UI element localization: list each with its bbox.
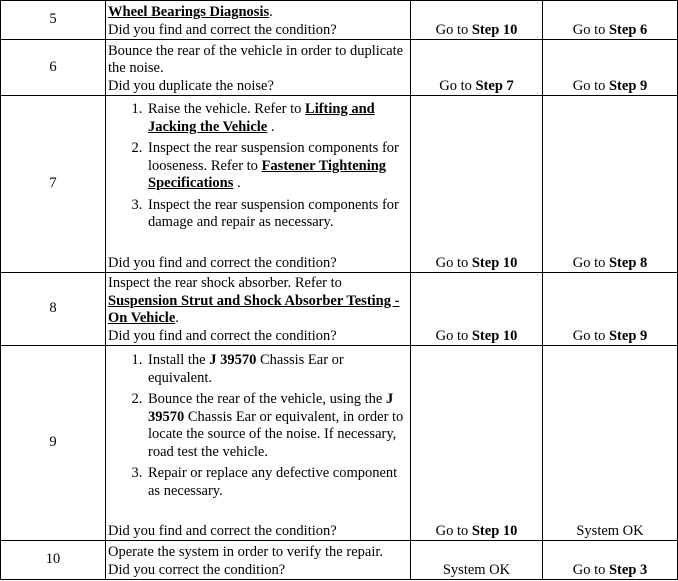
action-cell (106, 346, 411, 541)
action-cell (106, 541, 411, 580)
list-item: 3. Inspect the rear suspension components for damage and repair as necessary. (146, 197, 409, 232)
yes-result: Go to Step 10 (411, 273, 543, 346)
action-text: Operate the system in order to verify the repair. (108, 544, 383, 560)
yes-result: Go to Step 7 (411, 40, 543, 96)
step-link[interactable]: Step 6 (608, 21, 648, 38)
no-result: Go to Step 9 (543, 273, 678, 346)
table-row-step-10 (1, 541, 678, 580)
list-item: 1. Raise the vehicle. Refer to Lifting and Jacking the Vehicle . (146, 101, 409, 136)
table-row-step-7 (1, 96, 678, 273)
action-cell (106, 96, 411, 273)
no-result: Go to Step 6 (543, 1, 678, 40)
no-result: System OK (543, 346, 678, 541)
question-text: Did you correct the condition? (108, 561, 286, 578)
fastener-specs-link[interactable]: Fastener Tightening Specifications (148, 157, 387, 191)
list-item: 2. Bounce the rear of the vehicle, using the J 39570 Chassis Ear or equivalent, in order to locate the source of the noise. If necessary, road test the vehicle. (146, 391, 409, 461)
action-list (108, 352, 409, 500)
step-number: 8 (1, 273, 106, 346)
step-link[interactable]: Step 9 (608, 77, 648, 94)
tool-number: J 39570 (148, 391, 394, 425)
question-text: Did you duplicate the noise? (108, 77, 274, 94)
step-number: 7 (1, 96, 106, 273)
list-item: 1. Install the J 39570 Chassis Ear or equivalent. (146, 352, 409, 387)
table-row-step-9 (1, 346, 678, 541)
table-row-step-8 (1, 273, 678, 346)
action-cell (106, 40, 411, 96)
list-item: 3. Repair or replace any defective component as necessary. (146, 465, 409, 500)
no-result: Go to Step 9 (543, 40, 678, 96)
step-link[interactable]: Step 10 (471, 522, 518, 539)
yes-result: System OK (411, 541, 543, 580)
step-link[interactable]: Step 9 (608, 327, 648, 344)
table-row-step-6 (1, 40, 678, 96)
step-number: 5 (1, 1, 106, 40)
step-link[interactable]: Step 8 (608, 254, 648, 271)
no-result: Go to Step 8 (543, 96, 678, 273)
step-link[interactable]: Step 3 (608, 561, 648, 578)
action-cell: Wheel Bearings Diagnosis. Did you find and correct the condition? (106, 1, 411, 40)
step-link[interactable]: Step 7 (475, 77, 514, 94)
step-link[interactable]: Step 10 (471, 327, 518, 344)
action-text: Bounce the rear of the vehicle in order to duplicate the noise. (108, 42, 404, 76)
yes-result: Go to Step 10 (411, 96, 543, 273)
question-text: Did you find and correct the condition? (108, 254, 337, 271)
no-result: Go to Step 3 (543, 541, 678, 580)
action-cell: Inspect the rear shock absorber. Refer to Suspension Strut and Shock Absorber Testing - On Vehicle. Did you find and correct the condition? (106, 273, 411, 346)
yes-result: Go to Step 10 (411, 346, 543, 541)
step-link[interactable]: Step 10 (471, 21, 518, 38)
tool-number: J 39570 (209, 352, 257, 368)
lifting-jacking-link[interactable]: Lifting and Jacking the Vehicle (148, 101, 375, 135)
strut-testing-link[interactable]: Suspension Strut and Shock Absorber Testing - On Vehicle (108, 292, 400, 326)
yes-result: Go to Step 10 (411, 1, 543, 40)
question-text: Did you find and correct the condition? (108, 522, 337, 539)
action-text: Inspect the rear shock absorber. Refer to (108, 275, 342, 291)
list-item: 2. Inspect the rear suspension components for looseness. Refer to Fastener Tightening Specifications . (146, 140, 409, 193)
question-text: Did you find and correct the condition? (108, 21, 337, 38)
step-number: 10 (1, 541, 106, 580)
table-row-step-5 (1, 1, 678, 40)
wheel-bearings-diagnosis-link[interactable]: Wheel Bearings Diagnosis (108, 4, 270, 20)
action-list (108, 101, 409, 232)
step-number: 6 (1, 40, 106, 96)
step-link[interactable]: Step 10 (471, 254, 518, 271)
question-text: Did you find and correct the condition? (108, 327, 337, 344)
step-number: 9 (1, 346, 106, 541)
